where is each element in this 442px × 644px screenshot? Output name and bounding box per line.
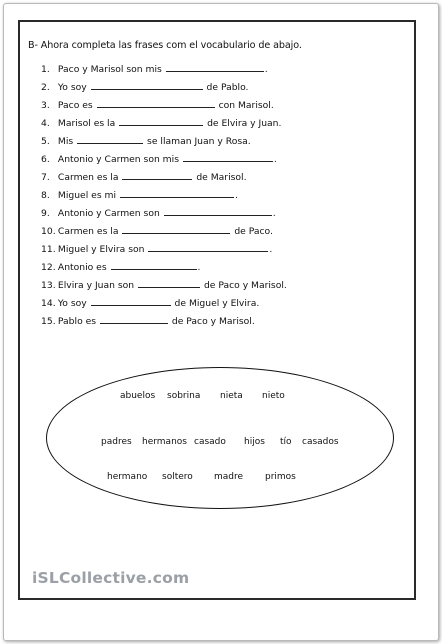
item-number: 9. — [41, 208, 50, 219]
item-number: 3. — [41, 100, 50, 111]
vocab-word: madre — [214, 472, 244, 482]
item-text-before: Marisol es la — [57, 118, 116, 129]
exercise-item — [41, 206, 276, 218]
item-number: 10. — [41, 226, 56, 237]
item-number: 4. — [41, 118, 50, 129]
item-text-after: de Paco y Marisol. — [203, 280, 287, 291]
vocab-word: soltero — [162, 472, 193, 482]
item-number: 2. — [41, 82, 50, 93]
answer-blank[interactable] — [119, 116, 203, 126]
item-text-before: Paco es — [57, 100, 93, 111]
vocab-word: hermano — [107, 472, 148, 482]
vocab-word: primos — [265, 472, 296, 482]
exercise-item — [41, 134, 251, 146]
item-text-before: Paco y Marisol son mis — [57, 64, 162, 75]
item-text-after: de Pablo. — [206, 82, 249, 93]
exercise-item — [41, 224, 273, 236]
item-text-after: de Paco y Marisol. — [171, 316, 255, 327]
item-number: 6. — [41, 154, 50, 165]
vocab-word: hermanos — [142, 437, 187, 447]
item-text-before: Yo soy — [57, 82, 87, 93]
vocab-word: casado — [194, 437, 226, 447]
item-text-after: con Marisol. — [218, 100, 274, 111]
item-number: 11. — [41, 244, 56, 255]
exercise-item — [41, 260, 200, 272]
exercise-item — [41, 188, 238, 200]
vocab-word: sobrina — [167, 391, 201, 401]
item-text-after: de Elvira y Juan. — [207, 118, 282, 129]
exercise-item — [41, 116, 281, 128]
item-text-after: . — [234, 190, 238, 201]
item-text-before: Miguel es mi — [57, 190, 117, 201]
exercise-item — [41, 278, 287, 290]
vocab-word: hijos — [244, 437, 265, 447]
item-text-before: Mis — [57, 136, 74, 147]
item-text-after: de Marisol. — [196, 172, 247, 183]
answer-blank[interactable] — [122, 224, 230, 234]
exercise-item — [41, 242, 272, 254]
item-text-before: Miguel y Elvira son — [57, 244, 145, 255]
vocab-word: tío — [280, 437, 292, 447]
item-text-after: de Miguel y Elvira. — [174, 298, 260, 309]
answer-blank[interactable] — [166, 62, 264, 72]
exercise-item — [41, 98, 274, 110]
exercise-item — [41, 152, 277, 164]
answer-blank[interactable] — [122, 170, 192, 180]
item-text-before: Antonio y Carmen son mis — [57, 154, 179, 165]
item-text-after: de Paco. — [234, 226, 273, 237]
exercise-item — [41, 62, 268, 74]
item-text-before: Carmen es la — [57, 226, 119, 237]
answer-blank[interactable] — [111, 260, 197, 270]
item-text-after: . — [269, 244, 273, 255]
item-text-after: . — [197, 262, 201, 273]
item-number: 13. — [41, 280, 56, 291]
item-number: 14. — [41, 298, 56, 309]
answer-blank[interactable] — [97, 98, 215, 108]
item-number: 12. — [41, 262, 56, 273]
answer-blank[interactable] — [91, 296, 171, 306]
answer-blank[interactable] — [120, 188, 234, 198]
answer-blank[interactable] — [100, 314, 168, 324]
exercise-item — [41, 314, 255, 326]
vocab-word: padres — [101, 437, 132, 447]
item-text-before: Antonio es — [57, 262, 107, 273]
item-text-before: Elvira y Juan son — [57, 280, 135, 291]
exercise-item — [41, 170, 247, 182]
item-text-before: Pablo es — [57, 316, 97, 327]
answer-blank[interactable] — [138, 278, 200, 288]
item-text-after: se llaman Juan y Rosa. — [147, 136, 251, 147]
site-watermark: iSLCollective.com — [32, 569, 190, 587]
item-number: 7. — [41, 172, 50, 183]
answer-blank[interactable] — [164, 206, 272, 216]
item-text-after: . — [272, 208, 276, 219]
item-text-before: Carmen es la — [57, 172, 119, 183]
vocab-word: nieta — [220, 391, 243, 401]
answer-blank[interactable] — [183, 152, 273, 162]
item-number: 15. — [41, 316, 56, 327]
vocab-word: casados — [302, 437, 339, 447]
exercise-item — [41, 80, 248, 92]
answer-blank[interactable] — [77, 134, 143, 144]
item-text-before: Antonio y Carmen son — [57, 208, 160, 219]
item-number: 1. — [41, 64, 50, 75]
vocab-word: nieto — [262, 391, 285, 401]
item-number: 8. — [41, 190, 50, 201]
vocab-word: abuelos — [120, 391, 156, 401]
answer-blank[interactable] — [148, 242, 268, 252]
item-text-before: Yo soy — [57, 298, 87, 309]
item-text-after: . — [264, 64, 268, 75]
answer-blank[interactable] — [91, 80, 203, 90]
instruction-heading: B- Ahora completa las frases com el vocabulario de abajo. — [28, 40, 302, 51]
item-number: 5. — [41, 136, 50, 147]
item-text-after: . — [273, 154, 277, 165]
exercise-item — [41, 296, 259, 308]
